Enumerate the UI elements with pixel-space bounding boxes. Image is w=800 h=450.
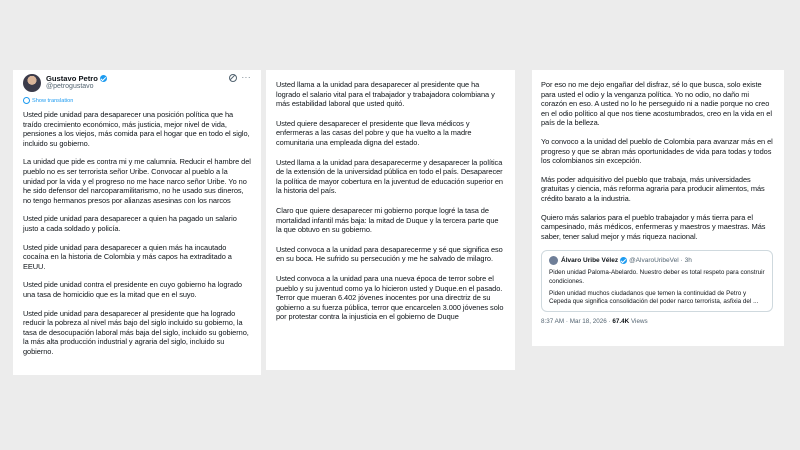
quoted-author-name: Álvaro Uribe Vélez xyxy=(561,257,619,265)
verified-badge-icon xyxy=(100,75,107,82)
tweet-footer xyxy=(541,318,773,325)
author-handle[interactable]: @petrogustavo xyxy=(46,83,94,90)
avatar[interactable] xyxy=(23,74,41,92)
tweet-timestamp[interactable]: 8:37 AM · Mar 18, 2026 · xyxy=(541,318,613,326)
author-name[interactable]: Gustavo Petro xyxy=(46,74,98,83)
tweet-paragraph: Usted pide unidad para desaparecer una posición política que ha traído crecimiento económico, más justicia, mejor nivel de vida, pensiones a los viejos, más comida para el hogar que en todo el siglo, incluido su gobierno. xyxy=(23,110,250,148)
verified-badge-icon xyxy=(620,257,627,264)
tweet-paragraph: Usted llama a la unidad para desaparecer al presidente que ha logrado el salario vital para el trabajador y trabajadora colombiana y más estabilidad laboral que usted quitó. xyxy=(276,80,495,109)
tweet-panel-3 xyxy=(532,70,784,346)
tweet-paragraph: Usted quiere desaparecer el presidente que lleva médicos y enfermeras a las casas del pobre y que ha vuelto a la madre comunitaria una empleada digna del estado. xyxy=(276,118,472,147)
quoted-time: · 3h xyxy=(680,257,692,265)
tweet-paragraph: Quiero más salarios para el pueblo trabajador y más tierra para el campesinado, más médicos, enfermeras y maestros y maestras. Más saber, tener salud mejor y más riqueza nacional. xyxy=(541,212,766,241)
tweet-paragraph: Usted llama a la unidad para desaparecerme y desaparecer la política de la extensión de la universidad pública en todo el país. Desaparecer la política de mayor cobertura en la juventud de educación superior en la historia del país. xyxy=(276,157,503,196)
show-translation-link[interactable]: Show translation xyxy=(23,97,251,104)
tweet-panel-1 xyxy=(13,70,261,375)
tweet-paragraph: La unidad que pide es contra mi y me calumnia. Reducir el hambre del pueblo no es ser terrorista señor Uribe. Convocar al pueblo a la unidad por la vida y el progreso no me hace narco señor Uribe. Yo no he sido defensor del narcoparamilitarismo, no he usado sus dineros, no tengo hermanos presos por alianzas asesinas con los narcos xyxy=(23,157,251,205)
tweet-paragraph: Usted pide unidad para desaparecer al presidente que ha logrado reducir la pobreza al nivel más bajo del siglo incluido su gobierno, la tasa de desocupación laboral más baja del siglo, incluido su gobierno, la más alta producción industrial y agraria del siglo, incluido su gobierno. xyxy=(23,308,249,356)
tweet-paragraph: Usted pide unidad para desaparecer a quien ha pagado un salario justo a cada soldado y policía. xyxy=(23,214,237,233)
tweet-paragraph: Usted convoca a la unidad para una nueva época de terror sobre el pueblo y su juventud como ya lo hicieron usted y Duque.en el pasado. Terror que mueran 6.402 jóvenes inocentes por una directriz de su gobierno a su fuerza pública, terror que encarcelen 3.000 jóvenes solo por protestar contra la injusticia en el gobierno de Duque xyxy=(276,273,504,322)
grok-icon[interactable] xyxy=(229,74,237,82)
tweet-paragraph: Usted pide unidad para desaparecer a quien más ha incautado cocaína en la historia de Colombia y más capos ha extraditado a EEUU. xyxy=(23,242,232,271)
tweet-panel-2 xyxy=(266,70,515,370)
views-count: 67.4K xyxy=(612,318,630,326)
quoted-avatar xyxy=(549,256,558,265)
views-label: Views xyxy=(629,318,648,326)
quoted-text: Piden unidad Paloma-Abelardo. Nuestro deber es total respeto para construir condiciones. Piden unidad muchos ciudadanos que temen la continuidad de Petro y Cepeda que significa consolidación del poder narco terrorista, asfixia del ... xyxy=(549,269,765,305)
quoted-tweet[interactable] xyxy=(541,250,773,312)
globe-icon xyxy=(23,97,30,104)
tweet-paragraph: Por eso no me dejo engañar del disfraz, sé lo que busca, solo existe para usted el odio y la venganza política. Yo no odio, no daño mi corazón en eso. A usted no lo he perseguido ni a nadie porque no creo en el odio político al que nos tiene acostumbrados, creo en la vida en el país de la belleza. xyxy=(541,80,772,128)
tweet-paragraph: Claro que quiere desaparecer mi gobierno porque logré la tasa de mortalidad infantil más baja: la mitad de Duque y la tercera parte que la que obtuvo en su gobierno. xyxy=(276,205,499,235)
more-icon[interactable]: ··· xyxy=(241,73,251,82)
tweet-paragraph: Usted pide unidad contra el presidente en cuyo gobierno ha logrado una tasa de homicidio que es la mitad que en el suyo. xyxy=(23,280,242,299)
tweet-header xyxy=(23,74,251,96)
tweet-paragraph: Más poder adquisitivo del pueblo que trabaja, más universidades gratuitas y ciencia, más reforma agraria para producir alimentos, más crédito barato a la industria. xyxy=(541,174,765,203)
quoted-author-handle: @AlvaroUribeVel xyxy=(629,257,679,265)
tweet-paragraph: Usted convoca a la unidad para desaparecerme y sé que significa eso en su boca. He sufrido su persecución y me he salvado de milagro. xyxy=(276,244,503,264)
tweet-paragraph: Yo convoco a la unidad del pueblo de Colombia para avanzar más en el progreso y que se abran más oportunidades de vida para todas y todos los colombianos sin excepción. xyxy=(541,136,773,166)
